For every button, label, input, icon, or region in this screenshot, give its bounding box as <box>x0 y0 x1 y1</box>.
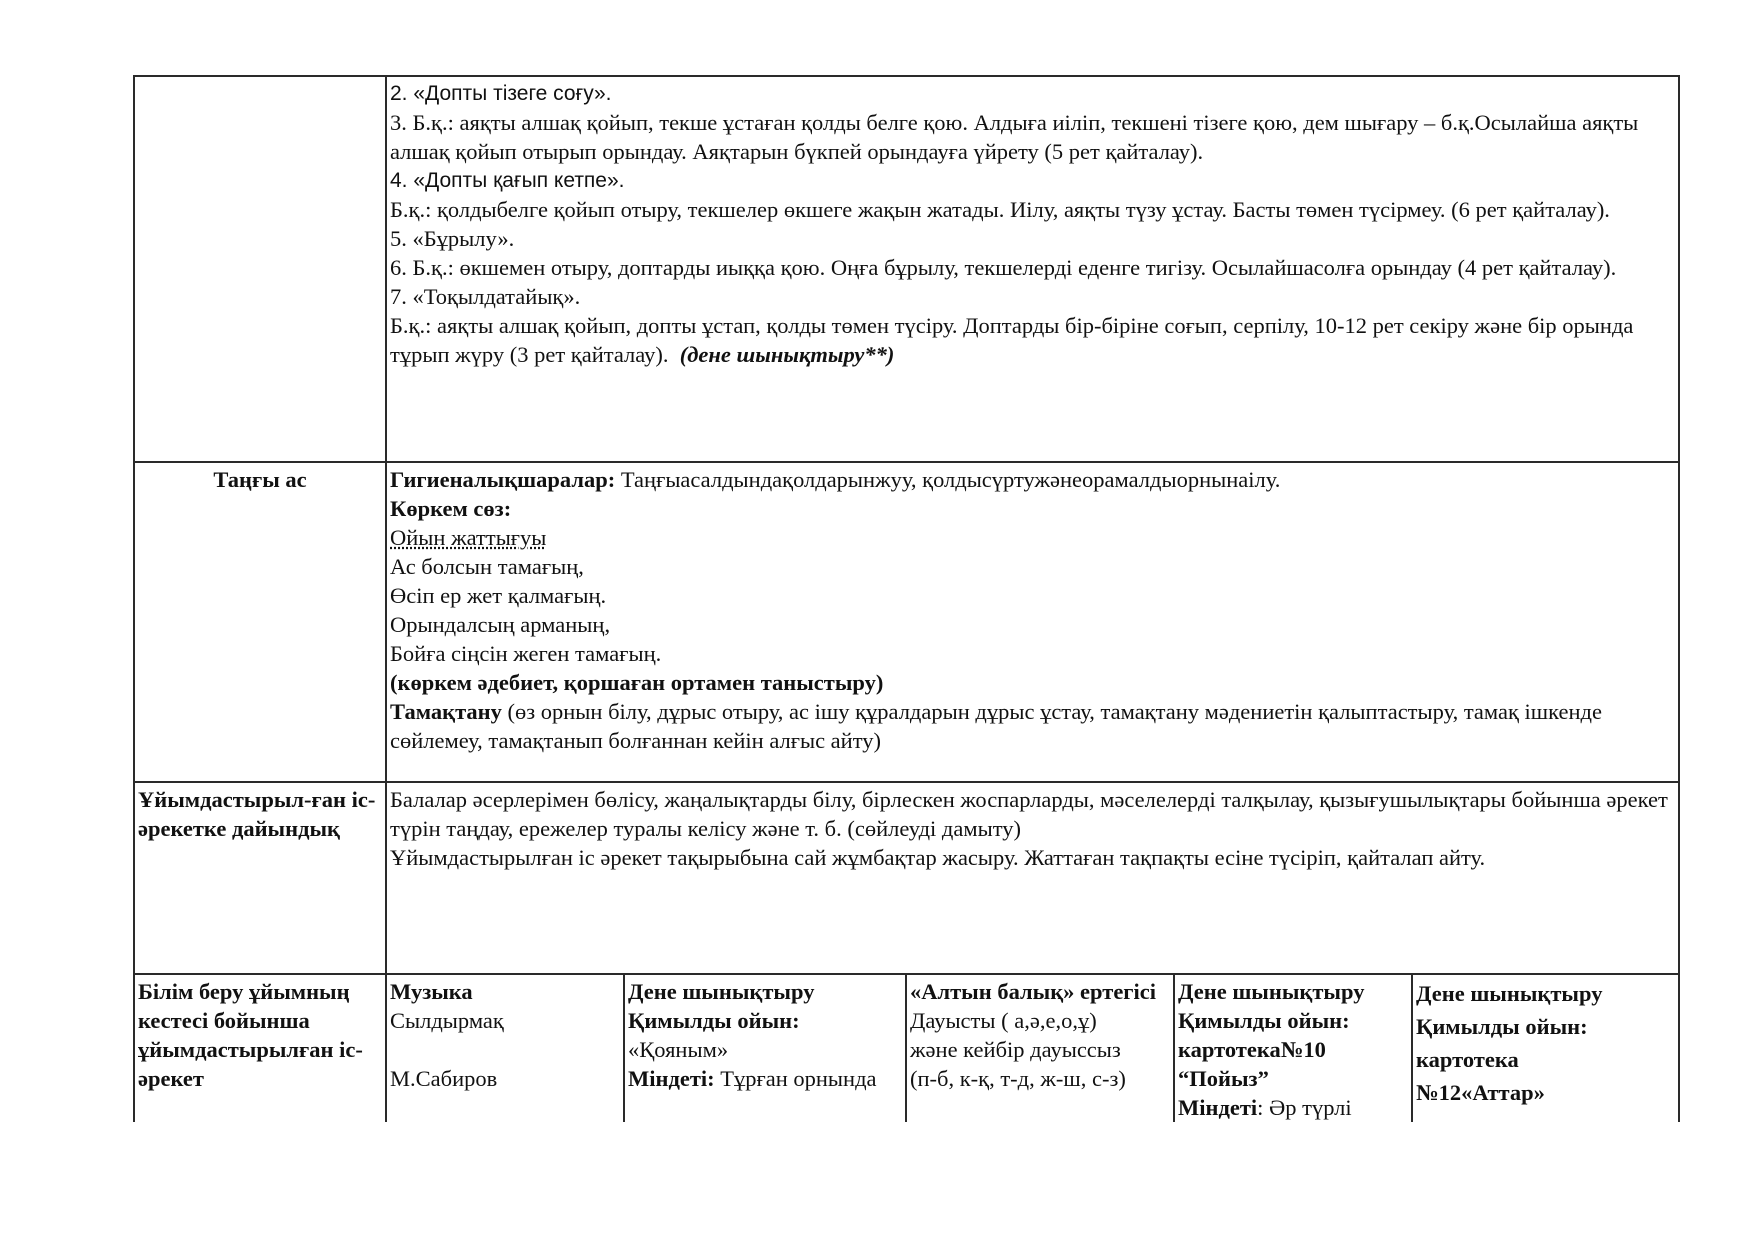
preparation-line: Балалар әсерлерімен бөлісу, жаңалықтарды білу, бірлескен жоспарларды, мәселелерді талқылау, қызығушылықтары бойынша әрекет түрін таңдау, ережелер туралы келісу және т. б. (сөйлеуді дамыту) <box>390 787 1668 841</box>
preparation-content <box>386 782 1679 974</box>
row-preparation <box>134 782 1679 974</box>
row-schedule <box>134 974 1679 1122</box>
card-number: картотека <box>1416 1047 1519 1072</box>
spacer <box>390 1035 620 1064</box>
poem-line: Ас болсын тамағың, <box>390 554 584 579</box>
preparation-line: Ұйымдастырылған іс әрекет тақырыбына сай жұмбақтар жасыру. Жаттаған тақпақты есіне түсіріп, қайталап айту. <box>390 845 1486 870</box>
task-text: Тұрған орнында <box>714 1066 877 1091</box>
nutrition-line <box>390 697 1675 755</box>
schedule-col-1 <box>386 974 624 1122</box>
activity-line: және кейбір дауыссыз <box>910 1037 1121 1062</box>
exercise-line: 4. «Допты қағып кетпе». <box>390 169 625 192</box>
hygiene-text: Таңғыасалдындақолдарынжуу, қолдысүртужәнеорамалдыорнынаілу. <box>615 467 1281 492</box>
activity-line: М.Сабиров <box>390 1066 498 1091</box>
task-line <box>1178 1093 1408 1122</box>
task-title: Міндеті: <box>628 1066 715 1091</box>
activity-title: Дене шынықтыру <box>628 979 815 1004</box>
game-name: «Қояным» <box>628 1037 729 1062</box>
poem-line: Орындалсың арманың, <box>390 612 611 637</box>
exercise-line: Б.қ.: қолдыбелге қойып отыру, текшелер өкшеге жақын жатады. Иілу, аяқты түзу ұстау. Басты төмен түсірмеу. (6 рет қайталау). <box>390 197 1610 222</box>
exercises-content <box>386 76 1679 462</box>
row-exercises <box>134 76 1679 462</box>
card-number: картотека№10 <box>1178 1037 1326 1062</box>
schedule-col-4 <box>1174 974 1412 1122</box>
exercise-line: 7. «Тоқылдатайық». <box>390 284 581 309</box>
row-breakfast-label: Таңғы ас <box>134 462 386 782</box>
breakfast-content <box>386 462 1679 782</box>
poem-title-line <box>390 523 1675 552</box>
exercise-line-text: Б.қ.: аяқты алшақ қойып, допты ұстап, қолды төмен түсіру. Доптарды бір-біріне соғып, серпілу, 10-12 рет секіру және бір орында тұрып жүру (3 рет қайталау). <box>390 313 1634 367</box>
activity-line: Сылдырмақ <box>390 1008 504 1033</box>
subjects-line: (көркем әдебиет, қоршаған ортамен таныстыру) <box>390 670 884 695</box>
row-exercises-label <box>134 76 386 462</box>
row-preparation-label: Ұйымдастырыл-ған іс-әрекетке дайындық <box>134 782 386 974</box>
exercise-line: 3. Б.қ.: аяқты алшақ қойып, текше ұстаған қолды белге қою. Алдыға иіліп, текшені тізеге қою, дем шығару – б.қ.Осылайша аяқты алшақ қойып отырып орындау. Аяқтарын бүкпей орындауға үйрету (5 рет қайталау). <box>390 110 1639 164</box>
game-title: Қимылды ойын: <box>628 1008 800 1033</box>
game-title: Қимылды ойын: <box>1416 1014 1588 1039</box>
activity-title: Музыка <box>390 979 473 1004</box>
exercise-line <box>390 311 1675 369</box>
game-title: Қимылды ойын: <box>1178 1008 1350 1033</box>
nutrition-text: (өз орнын білу, дұрыс отыру, ас ішу құралдарын дұрыс ұстау, тамақтану мәдениетін қалыптастыру, тамақ ішкенде сөйлемеу, тамақтанып болғаннан кейін алғыс айту) <box>390 699 1602 753</box>
subject-tag: (дене шынықтыру**) <box>679 342 895 367</box>
schedule-col-5 <box>1412 974 1679 1122</box>
activity-title: «Алтын балық» ертегісі <box>910 979 1157 1004</box>
activity-line: Дауысты ( а,ә,е,о,ұ) <box>910 1008 1097 1033</box>
row-breakfast <box>134 462 1679 782</box>
activity-line: (п-б, к-қ, т-д, ж-ш, с-з) <box>910 1066 1126 1091</box>
task-title: Міндеті <box>1178 1095 1258 1120</box>
hygiene-title: Гигиеналықшаралар: <box>390 467 616 492</box>
nutrition-title: Тамақтану <box>390 699 502 724</box>
daily-plan-table <box>133 75 1680 1122</box>
poem-line: Бойға сіңсін жеген тамағың. <box>390 641 662 666</box>
game-name: №12«Аттар» <box>1416 1080 1545 1105</box>
game-name: “Пойыз” <box>1178 1066 1269 1091</box>
poem-title: Ойын жаттығуы <box>390 525 547 550</box>
poem-line: Өсіп ер жет қалмағың. <box>390 583 607 608</box>
schedule-col-3 <box>906 974 1174 1122</box>
art-word-title: Көркем сөз: <box>390 496 512 521</box>
activity-title: Дене шынықтыру <box>1416 981 1603 1006</box>
exercise-line: 6. Б.қ.: өкшемен отыру, доптарды иыққа қою. Оңға бұрылу, текшелерді еденге тигізу. Осылайшасолға орындау (4 рет қайталау). <box>390 255 1617 280</box>
hygiene-line <box>390 465 1675 494</box>
exercise-line: 2. «Допты тізеге соғу». <box>390 82 612 105</box>
activity-title: Дене шынықтыру <box>1178 979 1365 1004</box>
task-line <box>628 1064 902 1093</box>
exercise-line: 5. «Бұрылу». <box>390 226 515 251</box>
row-schedule-label: Білім беру ұйымның кестесі бойынша ұйымдастырылған іс-әрекет <box>134 974 386 1122</box>
task-text: : Әр түрлі <box>1257 1095 1352 1120</box>
schedule-col-2 <box>624 974 906 1122</box>
